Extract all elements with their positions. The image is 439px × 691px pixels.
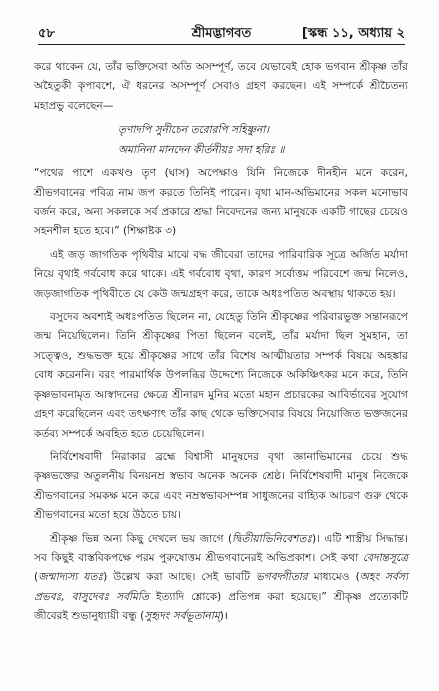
paragraph-p5 [34,448,408,526]
text-run: ) উল্লেখ করা আছে। সেই ভাবটি [103,571,256,584]
paragraph-p4 [34,308,408,444]
text-run: করে থাকেন যে, তাঁর ভক্তিসেবা অতি অসম্পূর্ণ, তবে যেভাবেই হোক ভগবান শ্রীকৃষ্ণ তাঁর অহৈতুকী কৃপাবশে, ঐ ধরনের অসম্পূর্ণ সেবাও গ্রহণ করছেন। এই সম্পর্কে শ্রীচৈতন্য মহাপ্রভু বলেছেন— [34,61,408,112]
text-run: বসুদেব অবশ্যই অধঃপতিত ছিলেন না, যেহেতু তিনি শ্রীকৃষ্ণের পরিবারভুক্ত সন্তানরূপে জন্ম নিয়েছিলেন। তিনি শ্রীকৃষ্ণের পিতা ছিলেন বলেই, তাঁর মর্যাদা ছিল সুমহান, তা সত্ত্বেও, শুদ্ধভক্ত হয়ে শ্রীকৃষ্ণের সাথে তাঁর বিশেষ আত্মীয়তার সম্পর্ক বিষয়ে অহঙ্কার বোধ করেননি। বরং পারমার্থিক উপলব্ধির উদ্দেশ্যে নিজেকে অকিঞ্চিৎকর মনে করে, তিনি কৃষ্ণভাবনামৃত আস্বাদনের ক্ষেত্রে শ্রীনারদ মুনির মতো মহান প্রচারকের আবির্ভাবের সুযোগ গ্রহণ করেছিলেন এবং তৎক্ষণাৎ তাঁর কাছ থেকে ভক্তিসেবার বিষয়ে নিয়োজিত ভক্তজনের কর্তব্য সম্পর্কে অবহিত হতে চেয়েছিলেন। [34,311,408,440]
page-number: ৫৮ [38,26,55,41]
verse-line: অমানিনা মানদেন কীর্তনীয়ঃ সদা হরিঃ ॥ [118,144,285,157]
text-run: এই জড় জাগতিক পৃথিবীর মাঝে বদ্ধ জীবেরা তাদের পারিবারিক সূত্রে অর্জিত মর্যাদা নিয়ে বৃথাই গর্ববোধ করে থাকে। এই গর্ববোধ বৃথা, কারণ সর্বোত্তম পরিবেশে জন্ম নিলেও, জড়জাগতিক পৃথিবীতে যে কেউ জন্মগ্রহণ করে, তাকে অধঃপতিত অবস্থায় থাকতে হয়। [34,248,408,300]
header-rule [38,44,405,45]
paragraphs-before-verse [34,58,408,116]
page-header [38,24,405,44]
verse-line: তৃণাদপি সুনীচেন তরোরপি সহিষ্ণুনা। [118,124,270,137]
text-run: )। [219,610,228,623]
italic-citation: সুহৃদং সর্বভূতানাম্ [144,610,220,623]
paragraph-p3 [34,246,408,304]
text-run: শ্রীকৃষ্ণ ভিন্ন অন্য কিছু দেখলে ভয় জাগে ( [50,532,233,545]
text-run: মাধ্যমেও ( [307,571,360,584]
italic-citation: বেদান্তসূত্রে [362,551,408,564]
italic-citation: দ্বিতীয়াভিনিবেশতঃ [232,532,313,545]
page-body [34,58,408,631]
text-run: ইত্যাদি শ্লোকে) প্রতিপন্ন করা হয়েছে।” শ্রীকৃষ্ণ প্রত্যেকটি জীবেরই শুভানুধ্যায়ী বন্ধু ( [34,590,408,623]
text-run: “পথের পাশে একখণ্ড তৃণ (ঘাস) অপেক্ষাও যিনি নিজেকে দীনহীন মনে করেন, শ্রীভগবানের পবিত্র নাম জপ করতে তিনিই পারেন। বৃথা মান-অভিমানের সকল মনোভাব বর্জন করে, অন্য সকলকে সর্ব প্রকারে শ্রদ্ধা নিবেদনের জন্য মানুষকে একটি গাছের চেয়েও সহনশীল হতে হবে।” (শিক্ষাষ্টক ৩) [34,167,408,238]
text-run: )। এটি শাস্ত্রীয় সিদ্ধান্ত। সব কিছুই বাস্তবিকপক্ষে পরম পুরুষোত্তম শ্রীভগবানেরই অভিপ্রকাশ। সেই কথা [34,532,408,564]
italic-citation: ভগবদ্গীতার [255,571,308,584]
paragraph-p2 [34,164,408,242]
section-label: [স্কন্ধ ১১, অধ্যায় ২ [301,26,405,41]
paragraph-p1 [34,58,408,116]
italic-citation: জন্মাদ্যস্য যতঃ [38,571,104,584]
book-title: শ্রীমদ্ভাগবত [191,26,252,41]
sanskrit-verse [34,120,408,160]
paragraphs-after-verse [34,164,408,626]
italic-citation: অহং সর্বস্য প্রভবঃ, বাসুদেবঃ সর্বমিতি [34,571,408,603]
paragraph-p6 [34,530,408,627]
text-run: নির্বিশেষবাদী নিরাকার ব্রহ্মে বিশ্বাসী মানুষদের বৃথা জ্ঞানাভিমানের চেয়ে শুদ্ধ কৃষ্ণভক্তের অতুলনীয় বিনয়নম্র স্বভাব অনেক অনেক শ্রেষ্ঠ। নির্বিশেষবাদী মানুষ নিজেকে শ্রীভগবানের সমকক্ষ মনে করে এবং নম্রস্বভাবসম্পন্ন সাধুজনের বাহ্যিক আচরণ গুরু থেকে শ্রীভগবানের মতো হয়ে উঠতে চায়। [34,450,408,522]
text-run: ( [34,571,39,584]
